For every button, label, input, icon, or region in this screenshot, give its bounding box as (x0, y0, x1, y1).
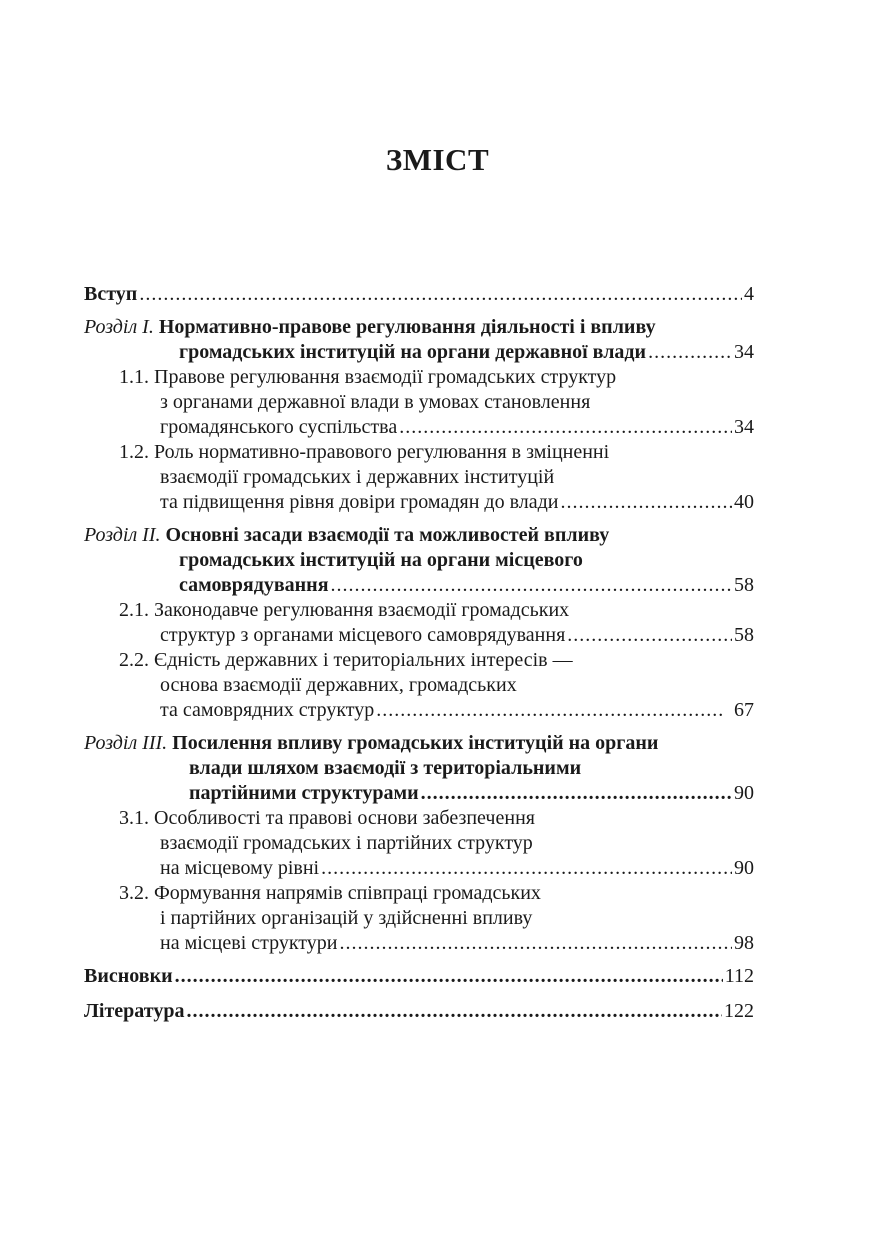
toc-page-number: 90 (734, 857, 754, 879)
toc-section-heading-line[interactable] (84, 340, 754, 365)
page-title: ЗМІСТ (385, 142, 490, 177)
toc-section-heading-line[interactable] (84, 781, 754, 806)
subsection-line (84, 415, 754, 440)
toc-section-heading-line[interactable] (84, 756, 754, 781)
subsection-line (84, 365, 754, 390)
subsection-title-line: Особливості та правові основи забезпечення (154, 807, 535, 829)
dot-leader (339, 931, 732, 956)
subsection-title-line: взаємодії громадських і партійних структур (160, 832, 533, 854)
toc-subsection[interactable] (84, 365, 754, 440)
toc-page-number: 112 (724, 965, 754, 987)
subsection-title-line: та самоврядних структур (160, 699, 375, 721)
subsection-title-line: основа взаємодії державних, громадських (160, 674, 517, 696)
subsection-title-line: і партійних організацій у здійсненні впливу (160, 907, 533, 929)
subsection-title-line: Законодавче регулювання взаємодії громадських (154, 599, 570, 621)
toc-subsection[interactable] (84, 806, 754, 881)
subsection-line (84, 831, 754, 856)
section-prefix: Розділ I. (84, 316, 154, 338)
toc-subsection[interactable] (84, 440, 754, 515)
subsection-title-line: на місцевому рівні (160, 857, 320, 879)
subsection-number: 2.1. (119, 599, 149, 621)
toc-subsection[interactable] (84, 598, 754, 648)
subsection-line (84, 648, 754, 673)
toc-page-number: 90 (734, 782, 754, 804)
subsection-title-line: Роль нормативно-правового регулювання в зміцненні (154, 441, 610, 463)
toc-page-number: 58 (734, 574, 754, 596)
toc-page-number: 4 (744, 283, 754, 305)
toc-entry-literature[interactable] (84, 999, 754, 1024)
dot-leader (175, 964, 723, 989)
subsection-line (84, 598, 754, 623)
subsection-title-line: та підвищення рівня довіри громадян до влади (160, 491, 559, 513)
section-title-line: Нормативно-правове регулювання діяльності і впливу (158, 316, 656, 338)
section-title-line: самоврядування (179, 574, 329, 596)
subsection-line (84, 623, 754, 648)
dot-leader (399, 415, 732, 440)
toc-section-1 (84, 315, 754, 515)
dot-leader (561, 490, 733, 515)
toc-entry-conclusions[interactable] (84, 964, 754, 989)
toc-page-number: 40 (734, 491, 754, 513)
toc-section-2 (84, 523, 754, 723)
subsection-number: 3.2. (119, 882, 149, 904)
section-title-line: Основні засади взаємодії та можливостей впливу (165, 524, 610, 546)
subsection-line (84, 698, 754, 723)
section-prefix: Розділ II. (84, 524, 161, 546)
subsection-line (84, 856, 754, 881)
toc-page-number: 67 (734, 699, 754, 721)
subsection-line (84, 806, 754, 831)
toc-entry-label: Висновки (84, 965, 173, 987)
dot-leader (139, 282, 742, 307)
subsection-number: 1.2. (119, 441, 149, 463)
subsection-line (84, 490, 754, 515)
subsection-title-line: Єдність державних і територіальних інтересів — (154, 649, 573, 671)
subsection-title-line: взаємодії громадських і державних інституцій (160, 466, 555, 488)
toc-section-heading-line[interactable] (84, 731, 754, 756)
subsection-line (84, 465, 754, 490)
toc-section-heading-line[interactable] (84, 548, 754, 573)
toc-subsection[interactable] (84, 648, 754, 723)
section-title-line: Посилення впливу громадських інституцій на органи (172, 732, 659, 754)
toc-page-number: 58 (734, 624, 754, 646)
subsection-line (84, 931, 754, 956)
subsection-title-line: на місцеві структури (160, 932, 338, 954)
toc-page-number: 34 (734, 416, 754, 438)
subsection-line (84, 881, 754, 906)
dot-leader (321, 856, 732, 881)
toc-page-number: 122 (724, 1000, 754, 1022)
subsection-line (84, 390, 754, 415)
toc-entry-intro[interactable] (84, 282, 754, 307)
section-title-line: партійними структурами (189, 782, 419, 804)
dot-leader (648, 340, 732, 365)
subsection-title-line: Формування напрямів співпраці громадських (154, 882, 541, 904)
dot-leader (186, 999, 722, 1024)
dot-leader (331, 573, 732, 598)
dot-leader (376, 698, 724, 723)
toc-section-heading-line[interactable] (84, 523, 754, 548)
toc-page-number: 98 (734, 932, 754, 954)
section-title-line: громадських інституцій на органи державної влади (179, 341, 647, 363)
toc-section-3 (84, 731, 754, 956)
toc-subsection[interactable] (84, 881, 754, 956)
subsection-line (84, 673, 754, 698)
subsection-number: 3.1. (119, 807, 149, 829)
subsection-title-line: з органами державної влади в умовах становлення (160, 391, 591, 413)
section-prefix: Розділ III. (84, 732, 168, 754)
dot-leader (567, 623, 732, 648)
subsection-line (84, 906, 754, 931)
subsection-line (84, 440, 754, 465)
subsection-title-line: структур з органами місцевого самоврядування (160, 624, 566, 646)
subsection-number: 1.1. (119, 366, 149, 388)
table-of-contents (84, 280, 754, 1024)
subsection-title-line: громадянського суспільства (160, 416, 398, 438)
toc-page-number: 34 (734, 341, 754, 363)
section-title-line: влади шляхом взаємодії з територіальними (189, 757, 582, 779)
dot-leader (421, 781, 732, 806)
toc-entry-label: Література (84, 1000, 185, 1022)
toc-section-heading-line[interactable] (84, 573, 754, 598)
subsection-number: 2.2. (119, 649, 149, 671)
toc-entry-label: Вступ (84, 283, 138, 305)
subsection-title-line: Правове регулювання взаємодії громадських структур (154, 366, 617, 388)
toc-section-heading-line[interactable] (84, 315, 754, 340)
section-title-line: громадських інституцій на органи місцевого (179, 549, 583, 571)
